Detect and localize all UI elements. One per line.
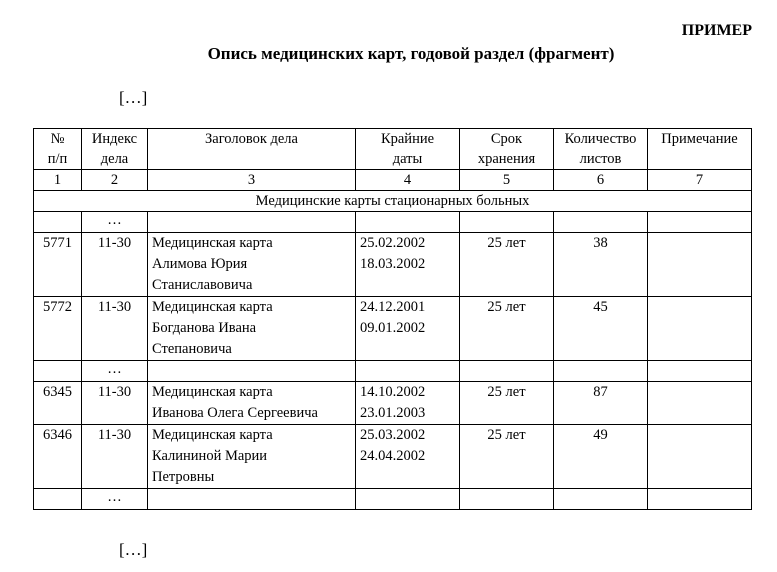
column-number: 6 [554, 170, 648, 191]
row-dates: 25.02.2002 18.03.2002 [356, 233, 460, 297]
row-dates: 25.03.2002 24.04.2002 [356, 425, 460, 489]
row-term: 25 лет [460, 297, 554, 361]
row-index: 11-30 [82, 425, 148, 489]
table-row [34, 297, 752, 361]
document-title: Опись медицинских карт, годовой раздел (фрагмент) [207, 44, 615, 63]
omission-dots: … [82, 489, 148, 510]
row-sheets: 87 [554, 382, 648, 425]
row-term: 25 лет [460, 382, 554, 425]
column-number: 1 [34, 170, 82, 191]
omission-marker-bottom: […] [119, 540, 148, 559]
row-sheets: 38 [554, 233, 648, 297]
row-note [648, 425, 752, 489]
row-number: 6345 [34, 382, 82, 425]
column-number: 2 [82, 170, 148, 191]
row-index: 11-30 [82, 382, 148, 425]
row-sheets: 49 [554, 425, 648, 489]
row-title: Медицинская карта Богданова Ивана Степановича [148, 297, 356, 361]
row-sheets: 45 [554, 297, 648, 361]
table-row [34, 233, 752, 297]
row-term: 25 лет [460, 425, 554, 489]
omitted-row [34, 361, 752, 382]
omission-marker-top: […] [119, 88, 148, 107]
row-index: 11-30 [82, 297, 148, 361]
column-header-title: Заголовок дела [148, 129, 356, 170]
omitted-row [34, 212, 752, 233]
section-title: Медицинские карты стационарных больных [34, 191, 752, 212]
omission-dots: … [82, 361, 148, 382]
row-note [648, 297, 752, 361]
column-number: 5 [460, 170, 554, 191]
column-header-note: Примечание [648, 129, 752, 170]
table-header-row [34, 129, 752, 170]
row-note [648, 382, 752, 425]
table-row [34, 382, 752, 425]
column-header-sheets: Количество листов [554, 129, 648, 170]
column-header-dates: Крайние даты [356, 129, 460, 170]
row-title: Медицинская карта Алимова Юрия Станиславовича [148, 233, 356, 297]
omitted-row [34, 489, 752, 510]
column-number: 7 [648, 170, 752, 191]
row-number: 6346 [34, 425, 82, 489]
column-header-number: № п/п [34, 129, 82, 170]
column-header-index: Индекс дела [82, 129, 148, 170]
row-title: Медицинская карта Калининой Марии Петровны [148, 425, 356, 489]
omission-dots: … [82, 212, 148, 233]
row-dates: 14.10.2002 23.01.2003 [356, 382, 460, 425]
column-number-row [34, 170, 752, 191]
example-label: ПРИМЕР [681, 22, 752, 39]
column-number: 4 [356, 170, 460, 191]
row-number: 5771 [34, 233, 82, 297]
column-header-term: Срок хранения [460, 129, 554, 170]
section-row [34, 191, 752, 212]
row-number: 5772 [34, 297, 82, 361]
table-row [34, 425, 752, 489]
row-term: 25 лет [460, 233, 554, 297]
column-number: 3 [148, 170, 356, 191]
row-note [648, 233, 752, 297]
row-title: Медицинская карта Иванова Олега Сергеевича [148, 382, 356, 425]
inventory-table [33, 128, 752, 510]
row-index: 11-30 [82, 233, 148, 297]
row-dates: 24.12.2001 09.01.2002 [356, 297, 460, 361]
